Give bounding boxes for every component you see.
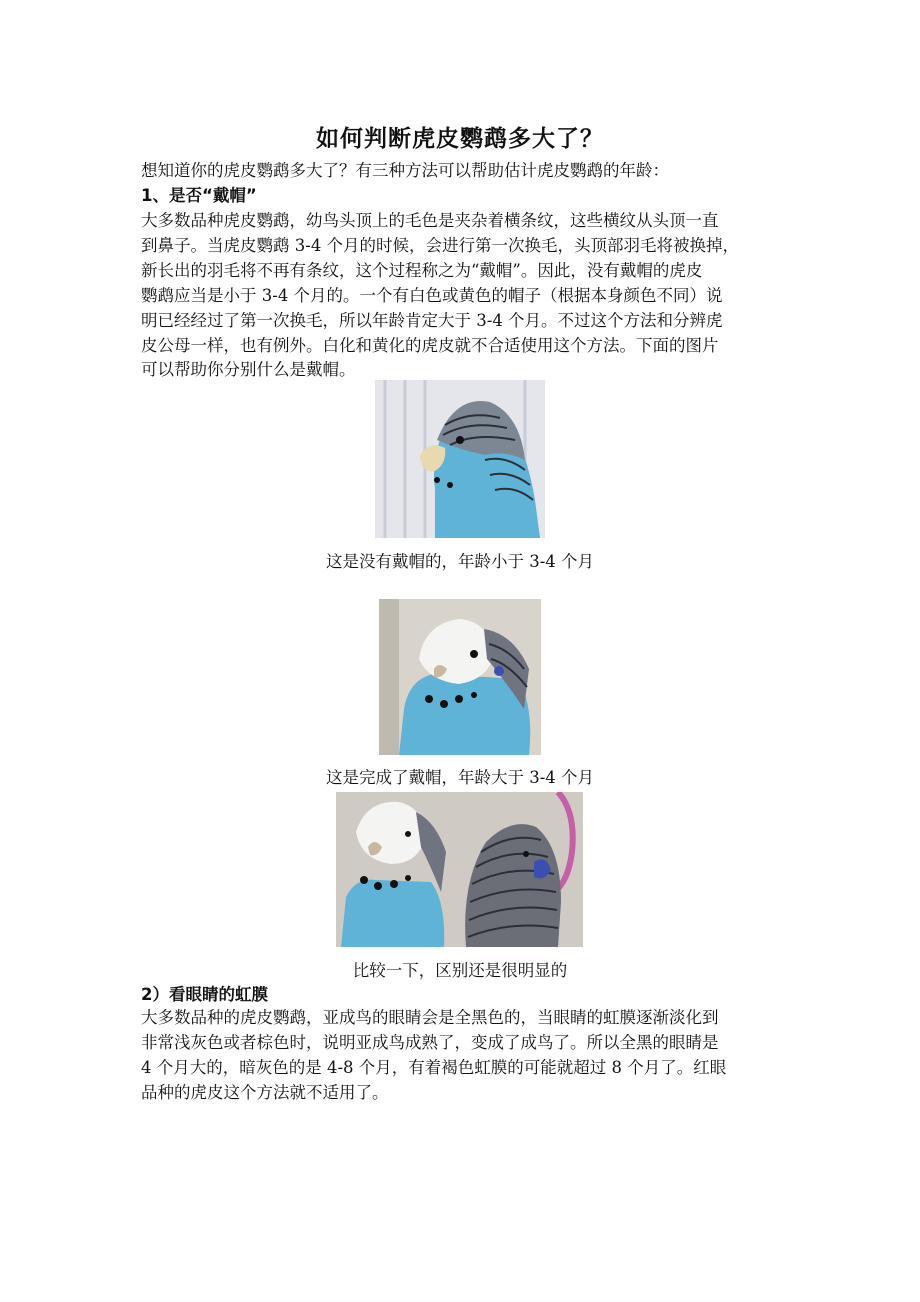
budgie-no-cap-photo bbox=[375, 380, 545, 538]
intro-paragraph: 想知道你的虎皮鹦鹉多大了？有三种方法可以帮助估计虎皮鹦鹉的年龄： bbox=[141, 161, 669, 180]
figure3-caption: 比较一下，区别还是很明显的 bbox=[352, 961, 568, 980]
section2-line: 非常浅灰色或者棕色时，说明亚成鸟成熟了，变成了成鸟了。所以全黑的眼睛是 bbox=[141, 1033, 719, 1052]
section1-line: 新长出的羽毛将不再有条纹，这个过程称之为“戴帽”。因此，没有戴帽的虎皮 bbox=[141, 261, 703, 280]
section1-line: 皮公母一样，也有例外。白化和黄化的虎皮就不合适使用这个方法。下面的图片 bbox=[141, 336, 719, 355]
section1-line: 明已经经过了第一次换毛，所以年龄肯定大于 3-4 个月。不过这个方法和分辨虎 bbox=[141, 311, 723, 330]
section1-line: 大多数品种虎皮鹦鹉，幼鸟头顶上的毛色是夹杂着横条纹，这些横纹从头顶一直 bbox=[141, 211, 719, 230]
section1-line: 到鼻子。当虎皮鹦鹉 3-4 个月的时候，会进行第一次换毛，头顶部羽毛将被换掉， bbox=[141, 236, 740, 255]
budgie-capped-photo bbox=[379, 599, 541, 755]
section1-line: 鹦鹉应当是小于 3-4 个月的。一个有白色或黄色的帽子（根据本身颜色不同）说 bbox=[141, 286, 723, 305]
section2-line: 大多数品种的虎皮鹦鹉，亚成鸟的眼睛会是全黑色的，当眼睛的虹膜逐渐淡化到 bbox=[141, 1008, 719, 1027]
budgie-comparison-photo bbox=[336, 792, 583, 947]
figure1-caption: 这是没有戴帽的，年龄小于 3-4 个月 bbox=[325, 552, 595, 571]
section1-heading: 1、是否“戴帽” bbox=[141, 186, 257, 205]
page-title: 如何判断虎皮鹦鹉多大了？ bbox=[316, 125, 604, 152]
section2-line: 4 个月大的，暗灰色的是 4-8 个月，有着褐色虹膜的可能就超过 8 个月了。红眼 bbox=[141, 1058, 727, 1077]
section2-line: 品种的虎皮这个方法就不适用了。 bbox=[141, 1083, 389, 1102]
section1-line: 可以帮助你分别什么是戴帽。 bbox=[141, 360, 356, 379]
section2-heading: 2）看眼睛的虹膜 bbox=[141, 985, 268, 1004]
figure2-caption: 这是完成了戴帽，年龄大于 3-4 个月 bbox=[325, 768, 595, 787]
